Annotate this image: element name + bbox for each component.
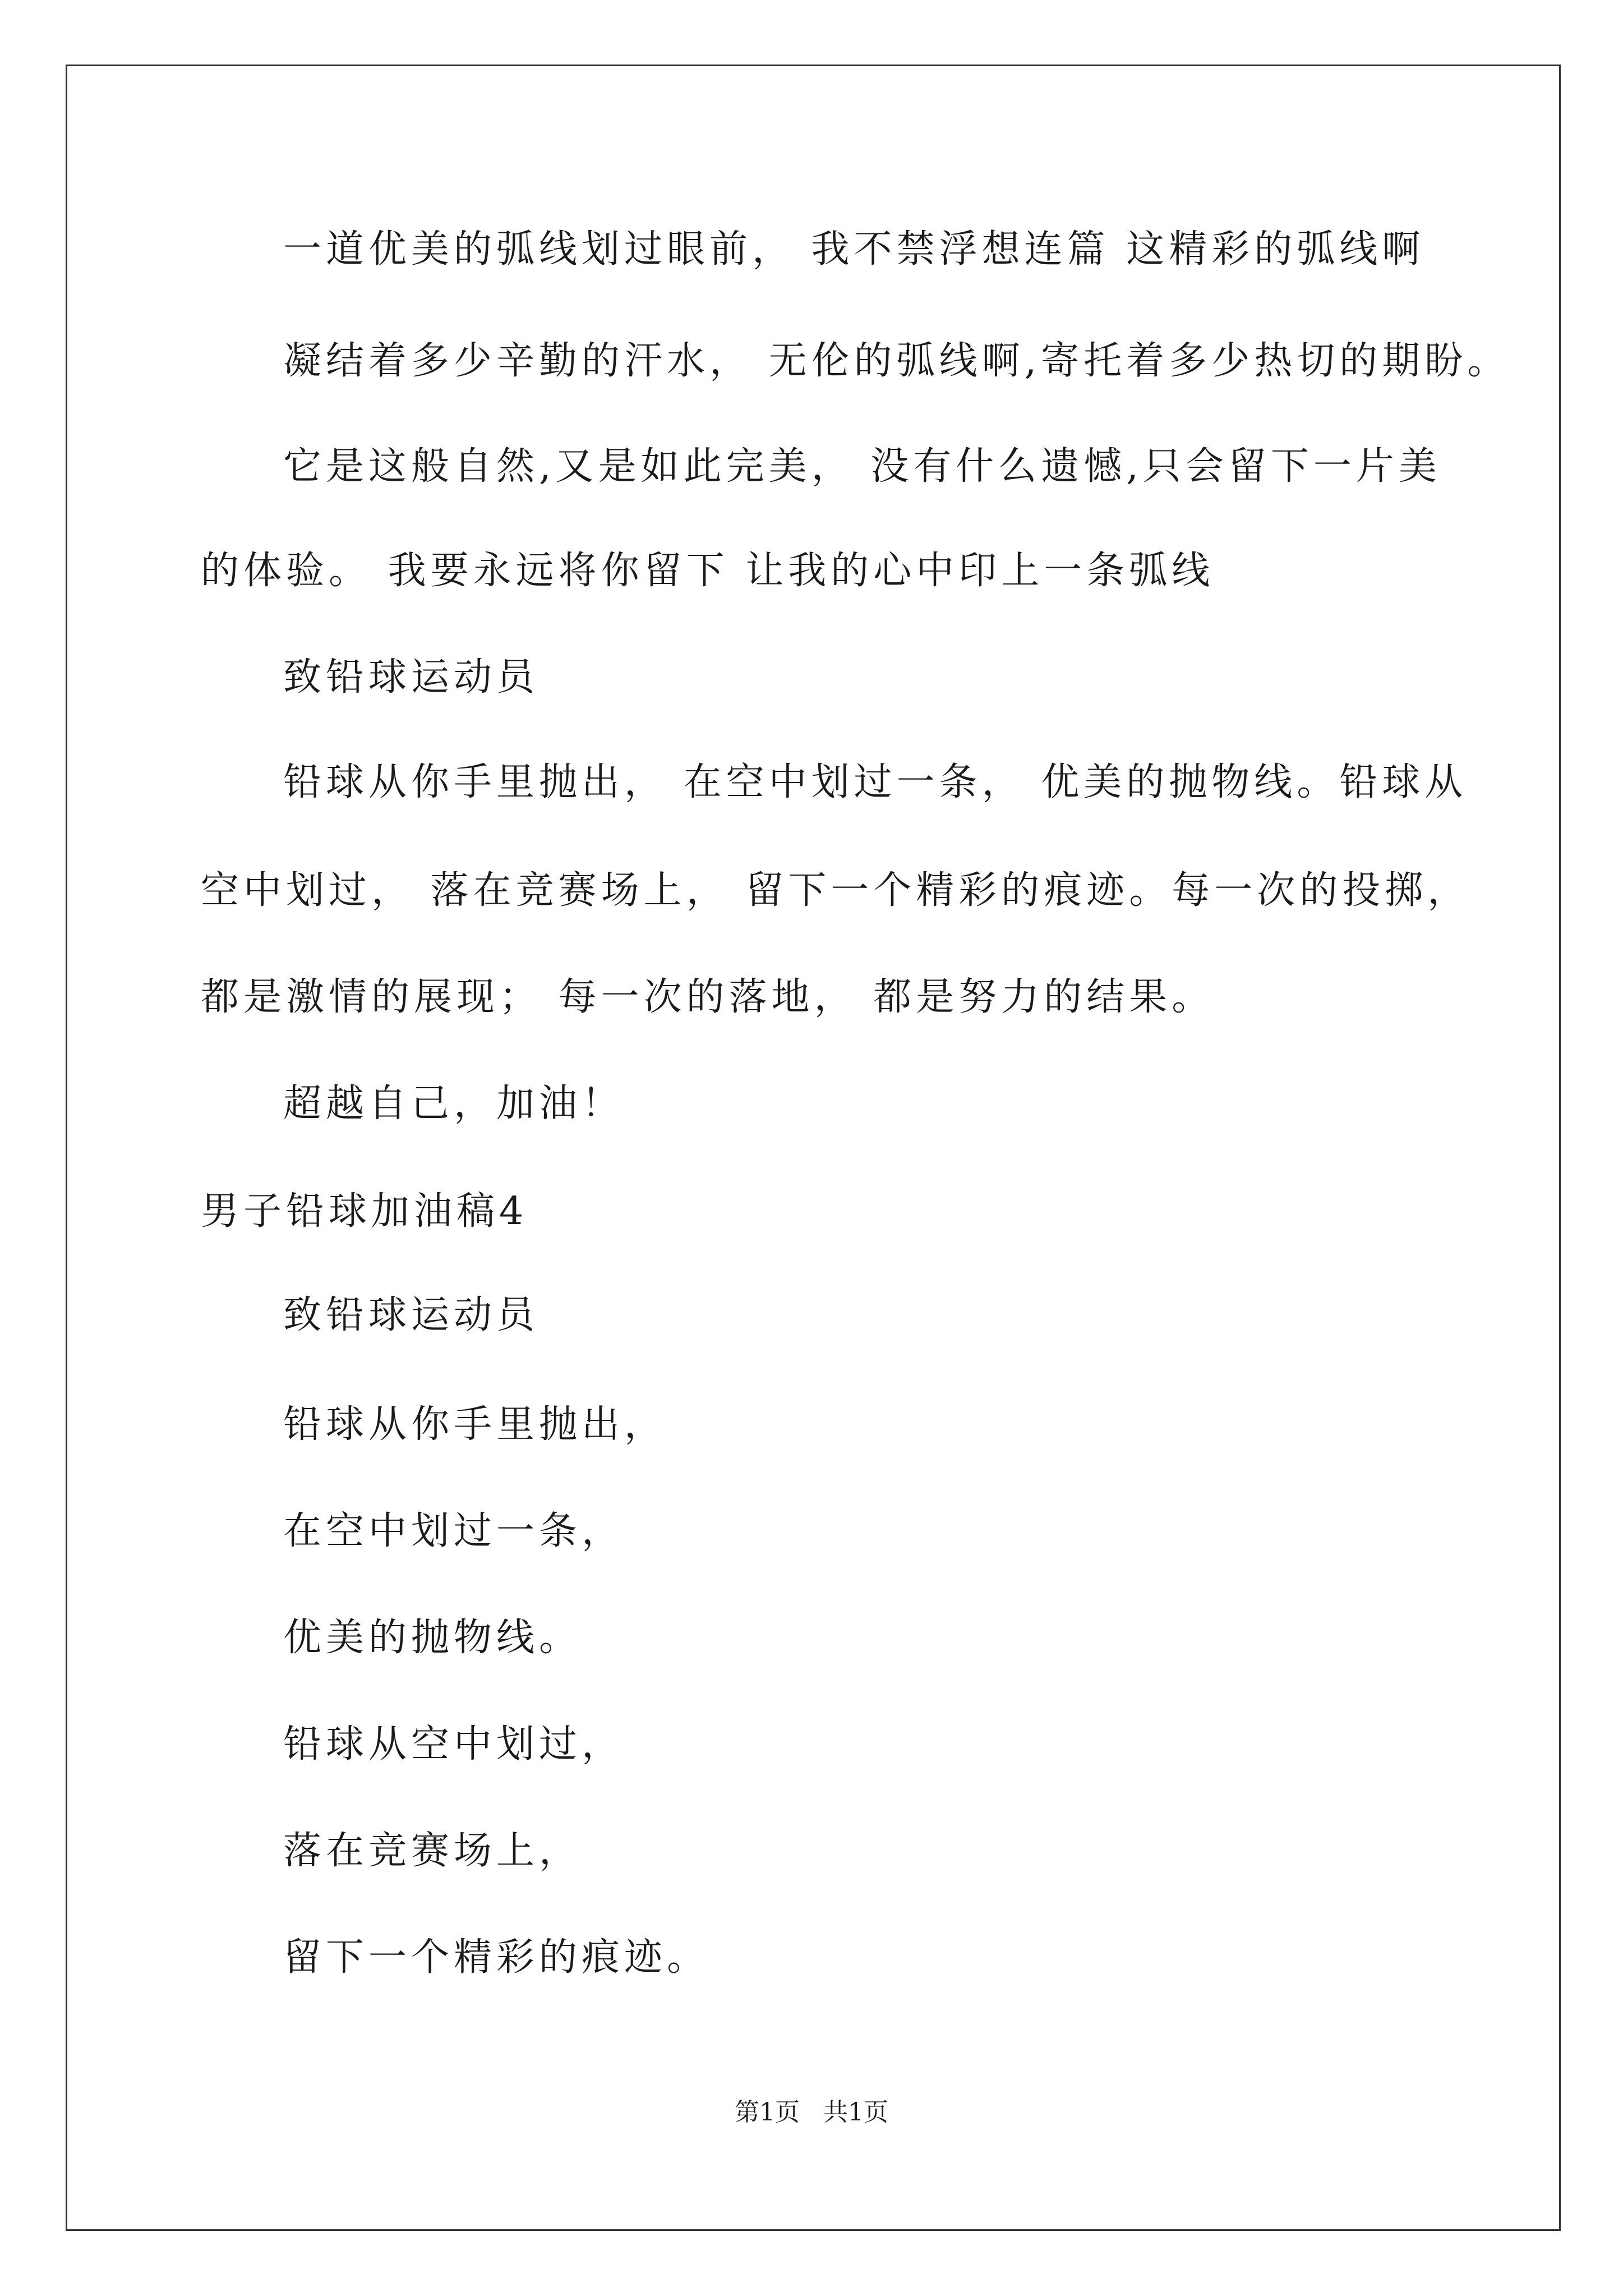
paragraph-line-2: 凝结着多少辛勤的汗水， 无伦的弧线啊,寄托着多少热切的期盼。	[283, 339, 1510, 383]
poem-line-1: 铅球从你手里抛出，	[283, 1402, 667, 1447]
poem-line-5: 落在竞赛场上，	[283, 1829, 582, 1873]
subheading-to-athlete-2: 致铅球运动员	[283, 1293, 540, 1337]
poem-line-4: 铅球从空中划过，	[283, 1722, 625, 1766]
paragraph-line-8: 都是激情的展现； 每一次的落地， 都是努力的结果。	[201, 975, 1215, 1019]
paragraph-line-3: 它是这般自然,又是如此完美， 没有什么遗憾,只会留下一片美	[283, 444, 1441, 489]
poem-line-6: 留下一个精彩的痕迹。	[283, 1935, 710, 1980]
subheading-to-athlete: 致铅球运动员	[283, 655, 540, 700]
page-border	[66, 65, 1561, 2231]
paragraph-line-1: 一道优美的弧线划过眼前， 我不禁浮想连篇 这精彩的弧线啊	[283, 227, 1425, 272]
poem-line-2: 在空中划过一条，	[283, 1509, 625, 1553]
paragraph-line-4: 的体验。 我要永远将你留下 让我的心中印上一条弧线	[201, 549, 1215, 593]
section-heading: 男子铅球加油稿4	[201, 1189, 528, 1234]
paragraph-line-9: 超越自己，加油！	[283, 1082, 625, 1126]
paragraph-line-7: 空中划过， 落在竞赛场上， 留下一个精彩的痕迹。每一次的投掷，	[201, 868, 1470, 913]
poem-line-3: 优美的抛物线。	[283, 1616, 582, 1660]
paragraph-line-6: 铅球从你手里抛出， 在空中划过一条， 优美的抛物线。铅球从	[283, 760, 1468, 804]
page-footer: 第1页 共1页	[735, 2098, 888, 2127]
